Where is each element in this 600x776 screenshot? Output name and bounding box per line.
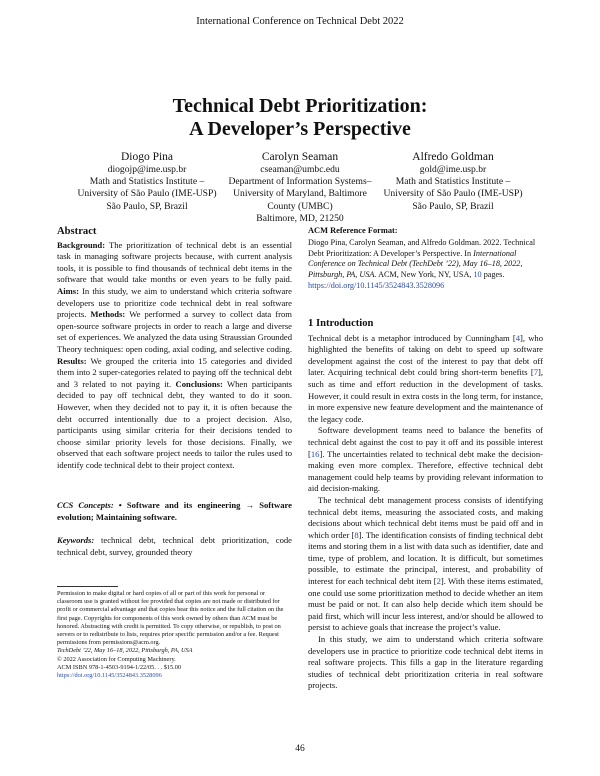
author-affiliation: Baltimore, MD, 21250 — [256, 212, 344, 224]
permission-block — [57, 590, 292, 680]
author-email: cseaman@umbc.edu — [260, 164, 340, 175]
author-email: gold@ime.usp.br — [419, 164, 487, 175]
label: Keywords: — [57, 535, 95, 545]
author-name: Alfredo Goldman — [412, 151, 494, 163]
label: Results: — [57, 355, 87, 366]
text: Diogo Pina, Carolyn Seaman, and Alfredo Goldman. 2022. Technical Debt Prioritization: A Developer’s Perspective. In — [308, 237, 536, 258]
running-header: International Conference on Technical Debt 2022 — [196, 16, 404, 27]
paragraph: In this study, we aim to understand which criteria software developers use in practice to prioritize code technical debt items in real software projects. This fills a gap in the literature regarding studies of technical debt prioritization criteria in real software projects. — [308, 634, 543, 691]
text: ]. With these items estimated, one could use some prioritization method to decide whether an item must be paid or not. It can also help decide which item should be paid first, which will incur less interest, and/or should be allowed to persist to achieve goals that increase the project’s value. — [308, 576, 543, 633]
author-name: Diogo Pina — [120, 151, 174, 163]
label: Aims: — [57, 285, 79, 296]
text: ], such as time and effort reduction in the development of tasks. However, it could result in extra costs in the long term, for instance, in more expensive new feature development and the maintenance of the legacy code. — [308, 367, 543, 424]
citation-link[interactable]: 16 — [310, 448, 320, 459]
abstract-section — [57, 226, 292, 471]
author-block-1 — [72, 150, 222, 213]
author-email: diogojp@ime.usp.br — [107, 164, 187, 175]
footnote-rule — [57, 586, 118, 587]
citation-link[interactable]: 7 — [533, 367, 538, 378]
author-name: Carolyn Seaman — [261, 151, 339, 163]
isbn-line: ACM ISBN 978-1-4503-9194-1/22/05. . . $15.00 — [57, 663, 182, 671]
title-line-1: Technical Debt Prioritization: — [172, 95, 428, 117]
label: Methods: — [90, 309, 126, 320]
author-affiliation: Math and Statistics Institute – — [395, 176, 511, 188]
paragraph — [308, 495, 543, 634]
paragraph — [308, 425, 543, 495]
author-affiliation: São Paulo, SP, Brazil — [106, 200, 188, 212]
text: We performed a survey to collect data from open-source software projects in order to reach a large and diverse set of experiences. We analyzed the data using Straussian Grounded Theory techniques: open coding, axial coding, and selective coding. — [57, 309, 292, 354]
text: pages. — [481, 270, 505, 280]
ccs-concepts — [57, 500, 292, 523]
text: Technical debt is a metaphor introduced by Cunningham [ — [308, 332, 516, 343]
author-affiliation: University of Maryland, Baltimore — [233, 188, 367, 200]
paragraph — [308, 333, 543, 426]
pages-link[interactable]: 10 — [473, 270, 482, 280]
doi-link[interactable]: https://doi.org/10.1145/3524843.3528096 — [57, 672, 162, 680]
doi-link[interactable]: https://doi.org/10.1145/3524843.3528096 — [308, 280, 445, 290]
author-block-3 — [378, 150, 528, 213]
introduction-section — [308, 318, 543, 692]
text: ]. The uncertainties related to technical debt make the decision-making even more complex. Therefore, effective technical debt management could help teams by providing relevant information to aid decision-making. — [308, 448, 543, 494]
keywords — [57, 535, 292, 558]
venue-line: TechDebt ’22, May 16–18, 2022, Pittsburgh, PA, USA — [57, 647, 193, 655]
title-line-2: A Developer’s Perspective — [189, 118, 411, 140]
text: We grouped the criteria into 15 categories and divided them into 2 super-categories related to paying off the technical debt and 3 related to not paying it. — [57, 355, 292, 389]
copyright-line: © 2022 Association for Computing Machinery. — [57, 655, 176, 663]
text: When participants decided to pay off technical debt, they wanted to do it soon. However, when they decided not to pay it, it is often because the debt occurred intentionally due to a project decision. Also, participants using similar criteria for their decisions tended to choose similar priority levels for those decisions. Finally, we observed that each software project needs to tailor the rules used to identify code technical debt to their project context. — [57, 378, 292, 470]
paper-title — [0, 95, 600, 141]
label: CCS Concepts: — [57, 500, 114, 510]
abstract-text — [57, 240, 292, 472]
author-affiliation: University of São Paulo (IME-USP) — [383, 188, 523, 200]
text: ACM, New York, NY, USA, — [376, 270, 474, 280]
text: The technical debt management process consists of identifying technical debt items, measuring the associated costs, and making decisions about which technical debt items must be paid off and in which order [ — [308, 494, 543, 540]
page-number: 46 — [295, 744, 305, 754]
author-affiliation: São Paulo, SP, Brazil — [412, 200, 494, 212]
text: technical debt, technical debt prioritization, code technical debt, survey, grounded theory — [57, 535, 292, 557]
text: The prioritization of technical debt is an essential task in managing software projects because, with current analysis tools, it is possible to find thousands of technical debt items in the software that would take months or even years to be fully paid. — [57, 239, 292, 285]
text: ], who highlighted the benefits of taking on debt to speed up software development against the cost of the interest to pay that debt off later. Acquiring technical debt could bring short-term benefits [ — [308, 332, 543, 378]
text: ]. The identification consists of finding technical debt items and storing them in a list with data such as identifier, date and time, type of problem, and location. It is difficult, but sometimes possible, to estimate the principal, interest, and probability of interest for each technical debt item [ — [308, 529, 543, 587]
author-affiliation: Math and Statistics Institute – — [89, 176, 205, 188]
citation-link[interactable]: 2 — [436, 576, 441, 587]
author-affiliation: University of São Paulo (IME-USP) — [77, 188, 217, 200]
abstract-heading: Abstract — [57, 226, 97, 237]
citation-link[interactable]: 8 — [354, 529, 359, 540]
section-heading: 1 Introduction — [308, 318, 374, 329]
text: Software development teams need to balance the benefits of technical debt against the cost to pay it off and its possible interest [ — [308, 425, 543, 459]
citation-link[interactable]: 4 — [515, 332, 521, 343]
permission-text: Permission to make digital or hard copies of all or part of this work for personal or classroom use is granted without fee provided that copies are not made or distributed for profit or commercial advantage and that copies bear this notice and the full citation on the first page. Copyrights for components of this work owned by others than ACM must be honored. Abstracting with credit is permitted. To copy otherwise, or republish, to post on servers or to redistribute to lists, requires prior specific permission and/or a fee. Request permissions from permissions@acm.org. — [57, 590, 284, 647]
acm-reference — [308, 226, 543, 292]
acm-ref-heading: ACM Reference Format: — [308, 226, 398, 235]
label: Background: — [57, 239, 106, 250]
label: Conclusions: — [175, 378, 223, 389]
venue-text: International Conference on Technical Debt (TechDebt ’22), May 16–18, 2022, Pittsburgh, PA, USA. — [308, 248, 523, 280]
text: In this study, we aim to understand which criteria software developers use to prioritize code technical debt in real software projects. — [57, 285, 292, 320]
author-affiliation: County (UMBC) — [267, 200, 333, 212]
text: • Software and its engineering → Software evolution; Maintaining software. — [57, 500, 292, 522]
author-block-2 — [225, 150, 375, 225]
author-affiliation: Department of Information Systems– — [228, 176, 372, 188]
